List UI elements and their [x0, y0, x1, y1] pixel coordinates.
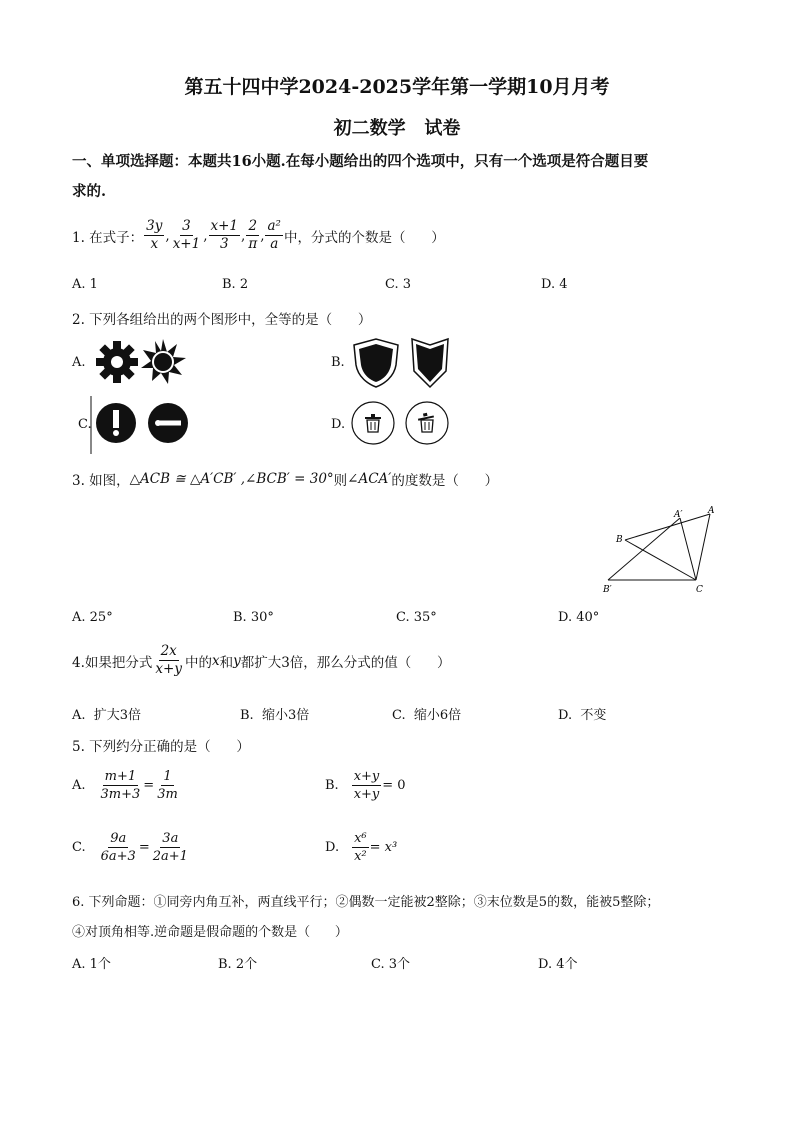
- q3-option-a[interactable]: A. 25°: [72, 610, 113, 625]
- q5-option-a-label: A.: [72, 778, 86, 793]
- q5-a-eq: =: [143, 778, 155, 793]
- q3-label-a-prime: A′: [674, 510, 683, 520]
- q2-option-c-label[interactable]: C.: [78, 417, 92, 432]
- q1-option-d[interactable]: D. 4: [541, 277, 568, 292]
- question-6-line2: ④对顶角相等.逆命题是假命题的个数是（ ）: [72, 925, 348, 940]
- q1-frac-2: $\frac{3}{x+1}$: [172, 218, 201, 252]
- page-title: 第五十四中学2024-2025学年第一学期10月月考: [184, 76, 610, 98]
- q1-frac-5: $\frac{\text{a²}}{a}$: [267, 218, 281, 252]
- q1-option-b[interactable]: B. 2: [222, 277, 249, 292]
- q4-prefix: 4.如果把分式: [72, 654, 153, 671]
- q3-option-d[interactable]: D. 40°: [558, 610, 600, 625]
- trash-icon: [406, 402, 448, 444]
- q2-option-a-figures: [95, 338, 190, 386]
- q5-b-eq: = 0: [382, 778, 406, 793]
- q4-frac: $\frac{2x}{x+y}$: [155, 643, 182, 677]
- question-5: 5. 下列约分正确的是（ ）: [72, 739, 250, 755]
- q4-suffix: 都扩大3倍，那么分式的值（ ）: [240, 654, 451, 671]
- q5-d-eq: = x³: [369, 840, 398, 855]
- q6-option-d[interactable]: D. 4个: [538, 957, 578, 972]
- question-3: [72, 469, 498, 489]
- q2-option-d-figures: [350, 400, 450, 448]
- q4-option-b[interactable]: B. 缩小3倍: [240, 708, 310, 723]
- q2-option-b-label[interactable]: B.: [331, 355, 345, 370]
- q5-option-b-label: B.: [325, 778, 339, 793]
- q5-b-frac: $\frac{x+y}{x+y}$: [353, 769, 380, 802]
- q1-sep: ,: [241, 227, 246, 244]
- shield-icon: [412, 339, 448, 387]
- q1-sep: ,: [260, 227, 265, 244]
- q4-option-a[interactable]: A. 扩大3倍: [72, 708, 142, 723]
- section-heading-line1: 一、单项选择题：本题共16小题.在每小题给出的四个选项中，只有一个选项是符合题目要: [72, 153, 649, 170]
- q5-a-right-frac: $\frac{1}{3m}$: [157, 769, 178, 802]
- q5-option-c-label: C.: [72, 840, 86, 855]
- q5-option-d-label: D.: [325, 840, 340, 855]
- q3-option-b[interactable]: B. 30°: [233, 610, 274, 625]
- q4-option-d[interactable]: D. 不变: [558, 708, 607, 723]
- q3-label-c: C: [696, 585, 703, 595]
- q5-option-c[interactable]: [72, 830, 191, 865]
- q3-congruence: △ACB ≅ △A′CB′ ,∠BCB′ = 30°: [129, 471, 334, 487]
- q3-prefix: 3. 如图，: [72, 473, 130, 489]
- q5-c-left-frac: $\frac{9a}{6a+3}$: [100, 831, 136, 864]
- section-heading-line2: 求的.: [72, 183, 107, 200]
- exclamation-icon: [96, 403, 136, 443]
- q4-mid1: 中的: [184, 654, 212, 671]
- question-6-line1: 6. 下列命题：①同旁内角互补，两直线平行；②偶数一定能被2整除；③末位数是5的数，能被5整除；: [72, 895, 660, 910]
- q3-label-a: A: [708, 506, 715, 516]
- q2-option-a-label[interactable]: A.: [72, 355, 86, 370]
- shield-icon: [354, 339, 398, 387]
- q3-mid: 则: [333, 473, 348, 489]
- q4-var-x: x: [211, 652, 220, 669]
- q1-suffix: 中，分式的个数是（ ）: [283, 229, 445, 246]
- q3-option-c[interactable]: C. 35°: [396, 610, 437, 625]
- minus-circle-icon: [148, 403, 188, 443]
- q3-label-b-prime: B′: [603, 585, 612, 595]
- q1-prefix: 1. 在式子：: [72, 229, 144, 246]
- q6-option-a[interactable]: A. 1个: [72, 957, 111, 972]
- q5-option-b[interactable]: [325, 768, 406, 803]
- question-4: [72, 643, 451, 678]
- q1-frac-1: $\frac{3y}{x}$: [146, 218, 163, 252]
- q2-option-c-figures: [88, 396, 198, 456]
- q5-a-left-frac: $\frac{m+1}{3m+3}$: [100, 769, 141, 802]
- q1-option-c[interactable]: C. 3: [385, 277, 412, 292]
- q5-c-eq: =: [138, 840, 150, 855]
- q1-frac-4: $\frac{2}{\pi}$: [248, 218, 258, 252]
- q3-triangle-figure: [600, 500, 730, 600]
- q3-label-b: B: [616, 535, 623, 545]
- sun-icon: [141, 339, 186, 384]
- q1-option-a[interactable]: A. 1: [72, 277, 98, 292]
- trash-icon: [352, 402, 394, 444]
- q5-d-frac: $\frac{\text{x⁶}}{\text{x²}}$: [354, 831, 367, 864]
- q4-var-y: y: [233, 652, 241, 669]
- q6-option-b[interactable]: B. 2个: [218, 957, 258, 972]
- page-subtitle: 初二数学 试卷: [333, 118, 461, 139]
- q4-option-c[interactable]: C. 缩小6倍: [392, 708, 462, 723]
- question-2: 2. 下列各组给出的两个图形中，全等的是（ ）: [72, 312, 372, 328]
- q2-option-b-figures: [350, 337, 450, 389]
- question-1: [72, 218, 445, 253]
- q1-frac-3: $\frac{x+1}{3}$: [210, 218, 239, 252]
- q2-option-d-label[interactable]: D.: [331, 417, 346, 432]
- q5-option-a[interactable]: [72, 768, 181, 803]
- q1-sep: ,: [165, 227, 170, 244]
- q3-suffix: 的度数是（ ）: [391, 473, 499, 489]
- q5-c-right-frac: $\frac{3a}{2a+1}$: [152, 831, 188, 864]
- q3-angle: ∠ACA′: [347, 471, 392, 487]
- gear-icon: [96, 341, 138, 383]
- q6-option-c[interactable]: C. 3个: [371, 957, 411, 972]
- q4-mid2: 和: [219, 654, 234, 671]
- q1-sep: ,: [203, 227, 208, 244]
- q5-option-d[interactable]: [325, 830, 397, 865]
